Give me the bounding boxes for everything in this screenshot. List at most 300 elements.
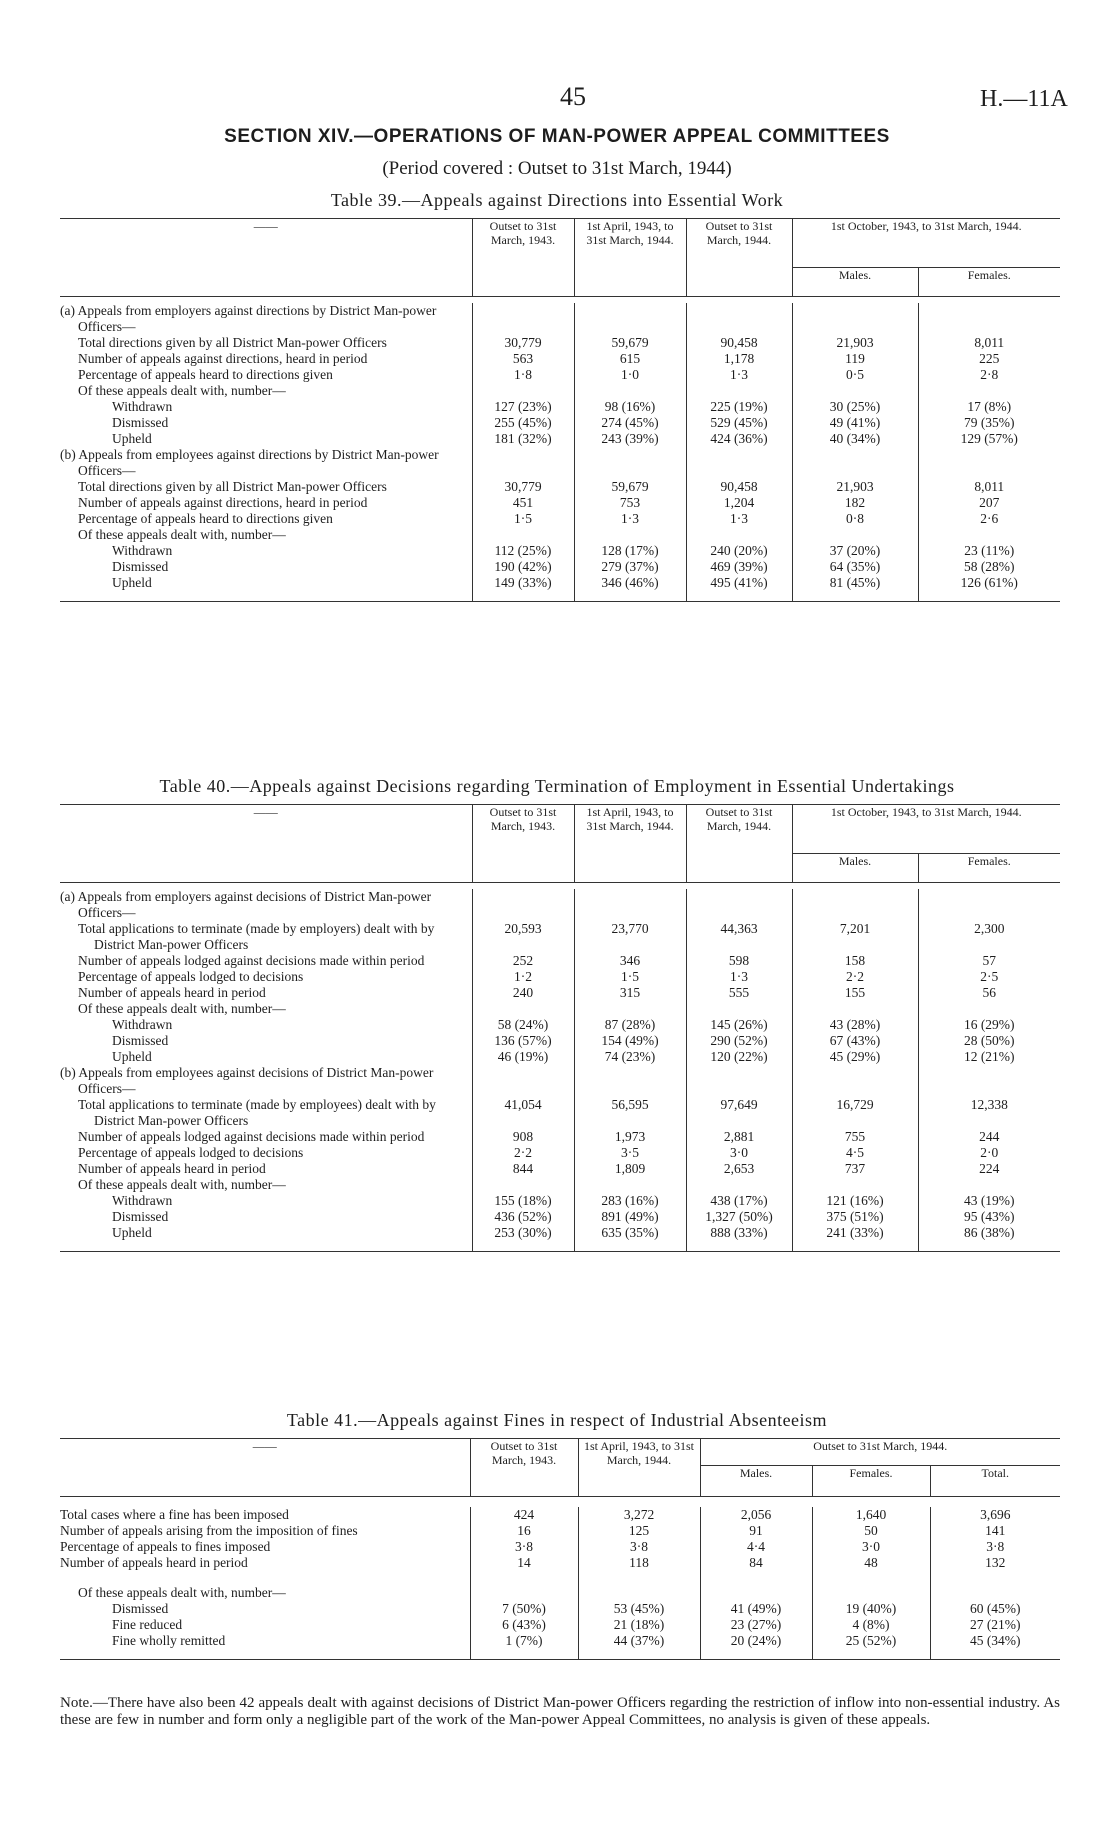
cell-value: 74 (23%): [574, 1049, 686, 1065]
cell-value: [470, 1585, 578, 1601]
cell-value: [472, 303, 574, 335]
footnote: Note.—There have also been 42 appeals dealt with against decisions of District Man-power Officers regarding the restriction of inflow into non-essential industry. As these are few in number and form only a negligible part of the work of the Man-power Appeal Committees, no analysis is given of these appeals.: [60, 1695, 1060, 1728]
cell-value: 495 (41%): [686, 575, 792, 591]
cell-value: 3·8: [470, 1539, 578, 1555]
cell-value: 1·2: [472, 969, 574, 985]
cell-value: 1·3: [686, 367, 792, 383]
cell-value: 30,779: [472, 479, 574, 495]
row-label: (b) Appeals from employees against directions by District Man-power Officers—: [60, 447, 439, 478]
cell-value: 119: [792, 351, 918, 367]
table-row: [60, 399, 1060, 415]
col-header: 1st April, 1943, to 31st March, 1944.: [574, 219, 686, 297]
table-row: [60, 383, 1060, 399]
cell-value: [574, 383, 686, 399]
cell-value: [472, 527, 574, 543]
cell-value: 908: [472, 1129, 574, 1145]
cell-value: 57: [918, 953, 1060, 969]
cell-value: [686, 889, 792, 921]
col-header: Outset to 31st March, 1944.: [686, 805, 792, 883]
table-row: [60, 303, 1060, 335]
table-row: [60, 351, 1060, 367]
table-40: [60, 804, 1060, 1252]
row-label: Upheld: [112, 431, 152, 446]
cell-value: [686, 447, 792, 479]
row-label: Upheld: [112, 575, 152, 590]
row-label: Fine wholly remitted: [112, 1633, 226, 1648]
table-row: [60, 1601, 1060, 1617]
table-row: [60, 1209, 1060, 1225]
table-row: [60, 367, 1060, 383]
table-row: [60, 1539, 1060, 1555]
cell-value: [918, 527, 1060, 543]
cell-value: 244: [918, 1129, 1060, 1145]
row-label: Of these appeals dealt with, number—: [78, 1585, 286, 1600]
row-label: Dismissed: [112, 1033, 169, 1048]
table-row: [60, 575, 1060, 591]
cell-value: 451: [472, 495, 574, 511]
cell-value: 635 (35%): [574, 1225, 686, 1241]
cell-value: 3,272: [578, 1507, 700, 1523]
cell-value: 1,640: [812, 1507, 930, 1523]
col-header: Outset to 31st March, 1943.: [470, 1439, 578, 1497]
cell-value: 182: [792, 495, 918, 511]
cell-value: [700, 1585, 812, 1601]
cell-value: [792, 1001, 918, 1017]
cell-value: 3·8: [930, 1539, 1060, 1555]
table-39-caption: Table 39.—Appeals against Directions into Essential Work: [330, 190, 784, 210]
cell-value: 615: [574, 351, 686, 367]
cell-value: [472, 1177, 574, 1193]
cell-value: 41 (49%): [700, 1601, 812, 1617]
cell-value: 424: [470, 1507, 578, 1523]
row-label: (a) Appeals from employers against decisions of District Man-power Officers—: [60, 889, 432, 920]
col-header: 1st April, 1943, to 31st March, 1944.: [574, 805, 686, 883]
cell-value: 1,204: [686, 495, 792, 511]
cell-value: 598: [686, 953, 792, 969]
cell-value: 60 (45%): [930, 1601, 1060, 1617]
row-label: Withdrawn: [112, 1193, 173, 1208]
cell-value: 28 (50%): [918, 1033, 1060, 1049]
cell-value: 56: [918, 985, 1060, 1001]
cell-value: 50: [812, 1523, 930, 1539]
cell-value: 891 (49%): [574, 1209, 686, 1225]
cell-value: 1·3: [686, 969, 792, 985]
row-label: (a) Appeals from employers against directions by District Man-power Officers—: [60, 303, 437, 334]
subcol-header: Total.: [930, 1466, 1060, 1497]
row-label: Dismissed: [112, 1209, 169, 1224]
table-row: [60, 1129, 1060, 1145]
table-40-caption: Table 40.—Appeals against Decisions regarding Termination of Employment in Essential Undertakings: [159, 776, 955, 796]
table-row: [60, 511, 1060, 527]
cell-value: 16,729: [792, 1097, 918, 1129]
cell-value: 136 (57%): [472, 1033, 574, 1049]
cell-value: 2·2: [472, 1145, 574, 1161]
cell-value: 252: [472, 953, 574, 969]
document-reference: H.—11A: [980, 86, 1068, 112]
cell-value: 8,011: [918, 335, 1060, 351]
subcol-header: Females.: [918, 854, 1060, 883]
cell-value: 43 (28%): [792, 1017, 918, 1033]
cell-value: [930, 1585, 1060, 1601]
page-number: 45: [560, 82, 586, 111]
row-label: Total directions given by all District Man-power Officers: [78, 335, 387, 350]
row-label: Percentage of appeals lodged to decisions: [78, 969, 304, 984]
table-row: [60, 1585, 1060, 1601]
cell-value: 225 (19%): [686, 399, 792, 415]
row-label: Number of appeals arising from the imposition of fines: [60, 1523, 358, 1538]
cell-value: 59,679: [574, 479, 686, 495]
table-row: [60, 335, 1060, 351]
section-title: SECTION XIV.—OPERATIONS OF MAN-POWER APPEAL COMMITTEES: [224, 126, 890, 147]
cell-value: 2·5: [918, 969, 1060, 985]
cell-value: 20 (24%): [700, 1633, 812, 1649]
table-39: [60, 218, 1060, 602]
table-row: [60, 1633, 1060, 1649]
cell-value: 190 (42%): [472, 559, 574, 575]
cell-value: 154 (49%): [574, 1033, 686, 1049]
cell-value: 1·8: [472, 367, 574, 383]
row-label: Total applications to terminate (made by employees) dealt with by District Man-power Officers: [78, 1097, 436, 1128]
cell-value: 87 (28%): [574, 1017, 686, 1033]
stub-header: ——: [60, 1439, 470, 1497]
cell-value: 240 (20%): [686, 543, 792, 559]
cell-value: 3·8: [578, 1539, 700, 1555]
table-row: [60, 495, 1060, 511]
cell-value: 21,903: [792, 479, 918, 495]
cell-value: [574, 1001, 686, 1017]
cell-value: 274 (45%): [574, 415, 686, 431]
cell-value: [574, 1177, 686, 1193]
cell-value: 3·0: [812, 1539, 930, 1555]
row-label: Number of appeals against directions, heard in period: [78, 351, 368, 366]
cell-value: 7,201: [792, 921, 918, 953]
cell-value: [574, 303, 686, 335]
cell-value: 37 (20%): [792, 543, 918, 559]
cell-value: [918, 447, 1060, 479]
cell-value: 1·5: [574, 969, 686, 985]
cell-value: 129 (57%): [918, 431, 1060, 447]
cell-value: 279 (37%): [574, 559, 686, 575]
cell-value: 7 (50%): [470, 1601, 578, 1617]
table-row: [60, 1177, 1060, 1193]
row-label: Of these appeals dealt with, number—: [78, 1177, 286, 1192]
cell-value: 44 (37%): [578, 1633, 700, 1649]
cell-value: [918, 303, 1060, 335]
cell-value: 23 (27%): [700, 1617, 812, 1633]
cell-value: [686, 1177, 792, 1193]
cell-value: 16 (29%): [918, 1017, 1060, 1033]
col-header: Outset to 31st March, 1943.: [472, 805, 574, 883]
table-row: [60, 1001, 1060, 1017]
cell-value: 181 (32%): [472, 431, 574, 447]
cell-value: [918, 1001, 1060, 1017]
cell-value: 121 (16%): [792, 1193, 918, 1209]
cell-value: 224: [918, 1161, 1060, 1177]
cell-value: 41,054: [472, 1097, 574, 1129]
cell-value: [574, 527, 686, 543]
cell-value: 19 (40%): [812, 1601, 930, 1617]
col-header: Outset to 31st March, 1944.: [686, 219, 792, 297]
cell-value: 40 (34%): [792, 431, 918, 447]
cell-value: 95 (43%): [918, 1209, 1060, 1225]
cell-value: 91: [700, 1523, 812, 1539]
row-label: Of these appeals dealt with, number—: [78, 527, 286, 542]
table-row: [60, 1097, 1060, 1129]
row-label: Total cases where a fine has been imposed: [60, 1507, 289, 1522]
cell-value: [792, 1177, 918, 1193]
cell-value: [574, 889, 686, 921]
cell-value: 56,595: [574, 1097, 686, 1129]
cell-value: 46 (19%): [472, 1049, 574, 1065]
cell-value: 2,056: [700, 1507, 812, 1523]
table-row: [60, 1555, 1060, 1571]
cell-value: 23 (11%): [918, 543, 1060, 559]
cell-value: 1,178: [686, 351, 792, 367]
table-row: [60, 1523, 1060, 1539]
cell-value: 240: [472, 985, 574, 1001]
cell-value: 158: [792, 953, 918, 969]
table-row: [60, 1225, 1060, 1241]
cell-value: 2,881: [686, 1129, 792, 1145]
cell-value: 118: [578, 1555, 700, 1571]
cell-value: 149 (33%): [472, 575, 574, 591]
cell-value: 3,696: [930, 1507, 1060, 1523]
cell-value: 469 (39%): [686, 559, 792, 575]
row-label: Fine reduced: [112, 1617, 183, 1632]
row-label: Dismissed: [112, 415, 169, 430]
cell-value: 375 (51%): [792, 1209, 918, 1225]
cell-value: 6 (43%): [470, 1617, 578, 1633]
cell-value: 241 (33%): [792, 1225, 918, 1241]
cell-value: [686, 1065, 792, 1097]
table-row: [60, 1161, 1060, 1177]
cell-value: 21 (18%): [578, 1617, 700, 1633]
cell-value: 21,903: [792, 335, 918, 351]
cell-value: [472, 1065, 574, 1097]
row-label: Of these appeals dealt with, number—: [78, 383, 286, 398]
row-label: Number of appeals heard in period: [78, 1161, 266, 1176]
cell-value: 86 (38%): [918, 1225, 1060, 1241]
cell-value: 2,653: [686, 1161, 792, 1177]
row-label: Percentage of appeals lodged to decisions: [78, 1145, 304, 1160]
cell-value: [472, 383, 574, 399]
cell-value: [918, 1177, 1060, 1193]
cell-value: 529 (45%): [686, 415, 792, 431]
row-label: Of these appeals dealt with, number—: [78, 1001, 286, 1016]
cell-value: [792, 1065, 918, 1097]
cell-value: 1 (7%): [470, 1633, 578, 1649]
table-row: [60, 479, 1060, 495]
row-label: Total directions given by all District Man-power Officers: [78, 479, 387, 494]
row-label: Dismissed: [112, 1601, 169, 1616]
table-row: [60, 543, 1060, 559]
cell-value: [918, 383, 1060, 399]
cell-value: 1,809: [574, 1161, 686, 1177]
row-label: Upheld: [112, 1049, 152, 1064]
row-label: Number of appeals lodged against decisions made within period: [78, 953, 425, 968]
cell-value: [686, 1001, 792, 1017]
row-label: Percentage of appeals to fines imposed: [60, 1539, 271, 1554]
cell-value: 1,327 (50%): [686, 1209, 792, 1225]
cell-value: 1·3: [686, 511, 792, 527]
cell-value: 30,779: [472, 335, 574, 351]
cell-value: 346 (46%): [574, 575, 686, 591]
table-41: [60, 1438, 1060, 1660]
cell-value: 1·0: [574, 367, 686, 383]
cell-value: 8,011: [918, 479, 1060, 495]
row-label: Upheld: [112, 1225, 152, 1240]
table-41-caption: Table 41.—Appeals against Fines in respect of Industrial Absenteeism: [286, 1410, 828, 1430]
cell-value: 290 (52%): [686, 1033, 792, 1049]
table-row: [60, 1065, 1060, 1097]
cell-value: 888 (33%): [686, 1225, 792, 1241]
cell-value: 126 (61%): [918, 575, 1060, 591]
cell-value: 67 (43%): [792, 1033, 918, 1049]
row-label: Withdrawn: [112, 399, 173, 414]
row-label: Withdrawn: [112, 543, 173, 558]
cell-value: 30 (25%): [792, 399, 918, 415]
cell-value: 132: [930, 1555, 1060, 1571]
cell-value: 53 (45%): [578, 1601, 700, 1617]
cell-value: 17 (8%): [918, 399, 1060, 415]
cell-value: 12 (21%): [918, 1049, 1060, 1065]
col-header-group: 1st October, 1943, to 31st March, 1944.: [792, 219, 1060, 268]
cell-value: [574, 447, 686, 479]
subcol-header: Males.: [792, 268, 918, 297]
row-label: Percentage of appeals heard to directions given: [78, 511, 333, 526]
cell-value: 1·5: [472, 511, 574, 527]
cell-value: 45 (34%): [930, 1633, 1060, 1649]
cell-value: [686, 527, 792, 543]
cell-value: 2·2: [792, 969, 918, 985]
stub-header: ——: [60, 805, 472, 883]
cell-value: 436 (52%): [472, 1209, 574, 1225]
subcol-header: Females.: [812, 1466, 930, 1497]
cell-value: 243 (39%): [574, 431, 686, 447]
table-row: [60, 559, 1060, 575]
table-row: [60, 969, 1060, 985]
table-row: [60, 447, 1060, 479]
table-row: [60, 985, 1060, 1001]
col-header-group: 1st October, 1943, to 31st March, 1944.: [792, 805, 1060, 854]
cell-value: [472, 889, 574, 921]
row-label: (b) Appeals from employees against decisions of District Man-power Officers—: [60, 1065, 434, 1096]
cell-value: 737: [792, 1161, 918, 1177]
row-label: Withdrawn: [112, 1017, 173, 1032]
row-label: Number of appeals heard in period: [60, 1555, 248, 1570]
table-row: [60, 953, 1060, 969]
cell-value: 128 (17%): [574, 543, 686, 559]
cell-value: [472, 447, 574, 479]
cell-value: [574, 1065, 686, 1097]
cell-value: 4 (8%): [812, 1617, 930, 1633]
col-header: 1st April, 1943, to 31st March, 1944.: [578, 1439, 700, 1497]
cell-value: 253 (30%): [472, 1225, 574, 1241]
cell-value: 141: [930, 1523, 1060, 1539]
subcol-header: Males.: [792, 854, 918, 883]
cell-value: [918, 889, 1060, 921]
cell-value: 755: [792, 1129, 918, 1145]
cell-value: 145 (26%): [686, 1017, 792, 1033]
cell-value: 563: [472, 351, 574, 367]
cell-value: 438 (17%): [686, 1193, 792, 1209]
cell-value: 127 (23%): [472, 399, 574, 415]
col-header: Outset to 31st March, 1943.: [472, 219, 574, 297]
col-header-group: Outset to 31st March, 1944.: [700, 1439, 1060, 1466]
table-row: [60, 1017, 1060, 1033]
cell-value: 84: [700, 1555, 812, 1571]
cell-value: [792, 447, 918, 479]
cell-value: 58 (28%): [918, 559, 1060, 575]
cell-value: 81 (45%): [792, 575, 918, 591]
cell-value: 12,338: [918, 1097, 1060, 1129]
table-row: [60, 1145, 1060, 1161]
table-row: [60, 415, 1060, 431]
row-label: Percentage of appeals heard to directions given: [78, 367, 333, 382]
cell-value: 98 (16%): [574, 399, 686, 415]
stub-header: ——: [60, 219, 472, 297]
cell-value: 59,679: [574, 335, 686, 351]
cell-value: 125: [578, 1523, 700, 1539]
cell-value: 112 (25%): [472, 543, 574, 559]
cell-value: [578, 1585, 700, 1601]
table-row: [60, 921, 1060, 953]
cell-value: 90,458: [686, 335, 792, 351]
cell-value: 120 (22%): [686, 1049, 792, 1065]
cell-value: 2·6: [918, 511, 1060, 527]
cell-value: 2,300: [918, 921, 1060, 953]
period-covered: (Period covered : Outset to 31st March, 1944): [382, 158, 732, 179]
cell-value: 27 (21%): [930, 1617, 1060, 1633]
cell-value: 14: [470, 1555, 578, 1571]
cell-value: 79 (35%): [918, 415, 1060, 431]
cell-value: 283 (16%): [574, 1193, 686, 1209]
row-label: Dismissed: [112, 559, 169, 574]
cell-value: 97,649: [686, 1097, 792, 1129]
cell-value: 2·8: [918, 367, 1060, 383]
cell-value: 45 (29%): [792, 1049, 918, 1065]
cell-value: 49 (41%): [792, 415, 918, 431]
cell-value: 0·5: [792, 367, 918, 383]
cell-value: 23,770: [574, 921, 686, 953]
cell-value: 255 (45%): [472, 415, 574, 431]
cell-value: 20,593: [472, 921, 574, 953]
table-row: [60, 1617, 1060, 1633]
cell-value: 844: [472, 1161, 574, 1177]
cell-value: 207: [918, 495, 1060, 511]
cell-value: 58 (24%): [472, 1017, 574, 1033]
cell-value: [472, 1001, 574, 1017]
cell-value: 44,363: [686, 921, 792, 953]
cell-value: 0·8: [792, 511, 918, 527]
cell-value: 90,458: [686, 479, 792, 495]
table-row: [60, 1193, 1060, 1209]
table-row: [60, 527, 1060, 543]
cell-value: 64 (35%): [792, 559, 918, 575]
cell-value: 43 (19%): [918, 1193, 1060, 1209]
table-row: [60, 1507, 1060, 1523]
cell-value: 16: [470, 1523, 578, 1539]
cell-value: 4·5: [792, 1145, 918, 1161]
cell-value: 225: [918, 351, 1060, 367]
cell-value: 48: [812, 1555, 930, 1571]
cell-value: 1·3: [574, 511, 686, 527]
cell-value: 753: [574, 495, 686, 511]
cell-value: 155: [792, 985, 918, 1001]
subcol-header: Males.: [700, 1466, 812, 1497]
cell-value: [812, 1585, 930, 1601]
cell-value: [792, 383, 918, 399]
